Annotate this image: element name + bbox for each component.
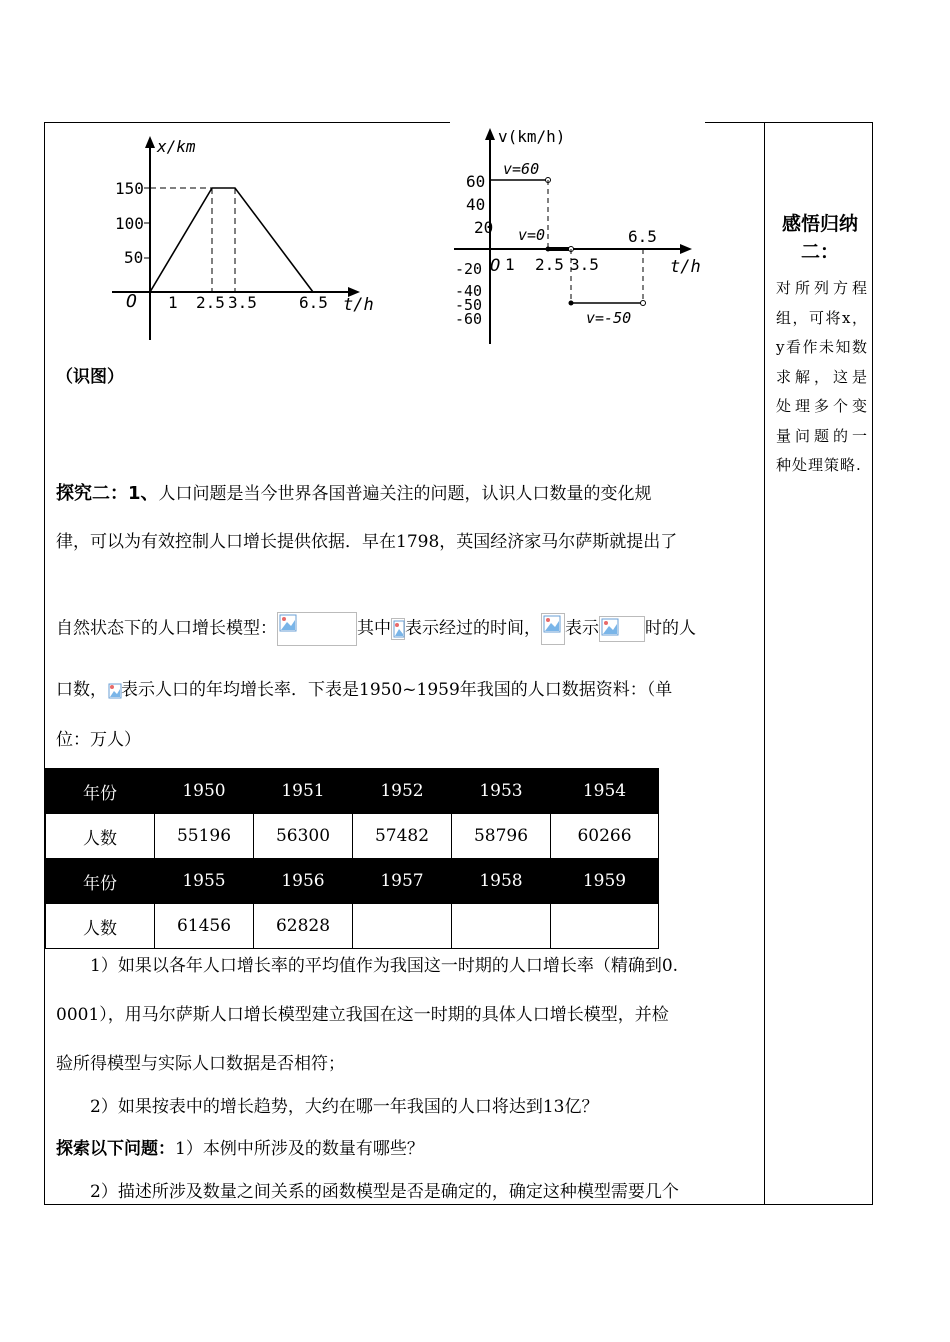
side-title: 感悟归纳二： [781,213,858,263]
graph1-x-label: t/h [343,295,374,315]
table-cell: 人数 [46,904,155,949]
graph1-ytick-100: 100 [115,214,144,233]
explore-2: 2）描述所涉及数量之间关系的函数模型是否是确定的，确定这种模型需要几个 [90,1182,679,1202]
graph1-origin: O [126,291,137,312]
graph2-xtick-6.5: 6.5 [628,227,657,246]
r-image-icon [107,682,121,700]
graph1-y-label: x/km [157,137,196,156]
table-cell [353,904,452,949]
table-cell: 1956 [254,859,353,904]
line4a: 口数， [56,680,107,700]
graph1-xtick-6.5: 6.5 [299,293,328,312]
graph1-xtick-2.5: 2.5 [196,293,225,312]
problem-line-2: 律，可以为有效控制人口增长提供依据．早在1798，英国经济家马尔萨斯就提出了 [56,532,678,552]
line4b: 表示人口的年均增长率．下表是1950~1959年我国的人口数据资料：（单 [121,680,673,700]
graph2-origin: O [490,256,501,276]
graph2-ytick-60: 60 [466,172,486,191]
graph2-annot-vneg50: v=-50 [586,309,632,327]
table-row [46,769,659,814]
table-cell [452,904,551,949]
table-row [46,904,659,949]
line3d: 表示 [565,618,599,639]
table-cell: 55196 [155,814,254,859]
graph1-ytick-150: 150 [115,179,144,198]
graph2-ytick-neg50: -50 [455,296,483,314]
table-cell: 1951 [254,769,353,814]
table-row [46,859,659,904]
graph1-xtick-3.5: 3.5 [228,293,257,312]
problem-heading: 探究二：1、 [56,483,159,504]
graph2-xtick-2.5: 2.5 [535,255,564,274]
explore-label: 探索以下问题： [56,1139,175,1159]
y0-image-icon [599,616,645,642]
line3e: 时的人 [645,618,696,639]
question-1-line-3: 验所得模型与实际人口数据是否相符； [56,1054,345,1074]
problem-line-3 [56,612,756,646]
table-cell: 1950 [155,769,254,814]
table-cell: 1959 [551,859,659,904]
graph2-x-label: t/h [670,257,701,277]
question-2: 2）如果按表中的增长趋势，大约在哪一年我国的人口将达到13亿？ [90,1097,599,1117]
table-cell: 58796 [452,814,551,859]
graph1-ytick-50: 50 [124,248,144,267]
table-cell: 60266 [551,814,659,859]
problem-line-1 [56,483,756,505]
question-1-line-1: 1）如果以各年人口增长率的平均值作为我国这一时期的人口增长率（精确到0. [90,956,679,976]
graph2-ytick-neg20: -20 [455,260,483,278]
graph2-ytick-40: 40 [466,195,486,214]
table-cell: 1954 [551,769,659,814]
explore-line-1 [56,1138,756,1160]
column-divider [764,122,765,1205]
graph2-annot-v0: v=0 [518,226,546,244]
explore-1: 1）本例中所涉及的数量有哪些？ [175,1139,424,1159]
graph2-ytick-20: 20 [474,218,494,237]
problem-line-5: 位：万人） [56,730,141,750]
side-text: 对所列方程组，可将x，y看作未知数求解，这是处理多个变量问题的一种处理策略. [776,279,868,474]
line3c: 表示经过的时间， [405,618,541,639]
table-cell: 1953 [452,769,551,814]
graph1-line [150,188,313,292]
table-cell: 1958 [452,859,551,904]
population-table [45,768,659,949]
graph2-xtick-1: 1 [505,255,515,274]
y-image-icon [541,613,565,645]
graph2-y-label: v(km/h) [498,127,566,146]
displacement-time-graph [100,130,390,345]
t-image-icon [391,618,405,640]
table-cell: 56300 [254,814,353,859]
table-row [46,814,659,859]
table-cell: 年份 [46,859,155,904]
line3a: 自然状态下的人口增长模型： [56,618,277,639]
graph2-xtick-3.5: 3.5 [570,255,599,274]
table-cell: 1952 [353,769,452,814]
table-cell: 1955 [155,859,254,904]
table-cell: 61456 [155,904,254,949]
velocity-time-graph [448,122,708,347]
question-1-line-2: 0001），用马尔萨斯人口增长模型建立我国在这一时期的具体人口增长模型，并检 [56,1005,669,1025]
graph2-annot-v60: v=60 [503,160,540,178]
table-cell: 1957 [353,859,452,904]
table-cell: 62828 [254,904,353,949]
formula-image-icon [277,612,357,646]
side-note [772,210,868,481]
table-cell [551,904,659,949]
table-cell: 人数 [46,814,155,859]
table-cell: 57482 [353,814,452,859]
graph1-xtick-1: 1 [168,293,178,312]
graph2-ytick-neg40: -40 [455,282,483,300]
graph2-ytick-neg60: -60 [455,310,483,328]
problem-line1-text: 人口问题是当今世界各国普遍关注的问题，认识人口数量的变化规 [158,484,652,504]
line3b: 其中 [357,618,391,639]
caption: （识图） [56,367,124,387]
table-cell: 年份 [46,769,155,814]
problem-line-4 [56,679,756,701]
